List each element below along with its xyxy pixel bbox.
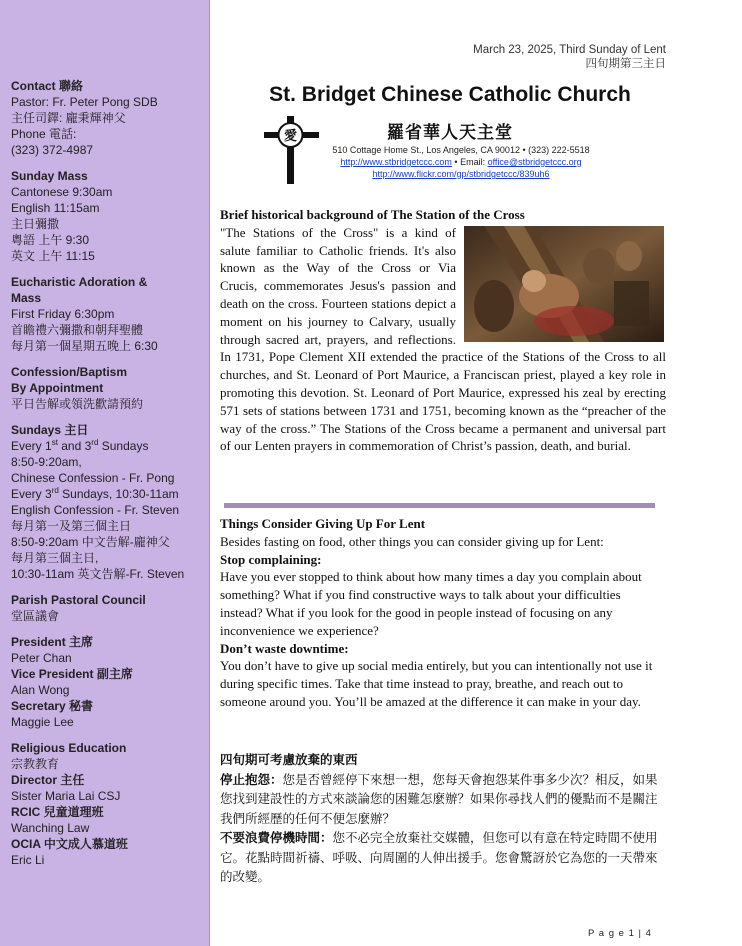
sidebar (0, 0, 210, 946)
ocia-name: Eric Li (11, 853, 45, 867)
contact-section (11, 78, 201, 158)
mass-cn-heading: 主日彌撒 (11, 217, 60, 231)
sundays-line-6: 每月第一及第三個主日 (11, 519, 132, 533)
downtime-body: You don’t have to give up social media entirely, but you can intentionally not use it during specific times. Take that time instead to pray, breathe, and reach out to someone around you. You’ll be amazed at the difference it can make in your day. (220, 658, 653, 709)
council-heading: Parish Pastoral Council (11, 593, 146, 607)
date-chinese: 四旬期第三主日 (585, 58, 666, 70)
pastor: Pastor: Fr. Peter Pong SDB (11, 95, 158, 109)
date-english: March 23, 2025, Third Sunday of Lent (473, 44, 666, 56)
lent-title-cn: 四旬期可考慮放棄的東西 (220, 752, 358, 767)
lent-giving-up-article (220, 515, 666, 711)
rcic-name: Wanching Law (11, 821, 90, 835)
email-label: • Email: (451, 157, 488, 167)
mass-cn-cantonese: 粵語 上午 9:30 (11, 233, 90, 247)
director-heading: Director 主任 (11, 773, 85, 787)
stations-title: Brief historical background of The Station of the Cross (220, 207, 525, 222)
sundays-heading: Sundays 主日 (11, 423, 89, 437)
vice-president-name: Alan Wong (11, 683, 70, 697)
council-cn: 堂區議會 (11, 609, 60, 623)
downtime-body-cn: 您不必完全放棄社交媒體，但您可以有意在特定時間不使用它。花點時間祈禱、呼吸、向周圍的人伸出援手。您會驚訝於它為您的一天帶來的改變。 (220, 830, 658, 884)
stations-body: "The Stations of the Cross" is a kind of salute familiar to Catholic friends. It's also known as the Way of the Cross or Via Crucis, commemorates Jesus's passion and death on the cross. Fourteen stations depict a moment on his journey to Calvary, usually through sacred art, prayers, and reflections. In 1731, Pope Clement XII extended the practice of the Stations of the Cross to all churches, and St. Leonard of Port Maurice, a Franciscan priest, played a key role in promoting this devotion. St. Leonard of Port Maurice, expressed his zeal by erecting 571 sets of stations between 1731 and 1751, becoming known as the “preacher of the way of the cross.” The Stations of the Cross became a permanent and universal part of our Lenten prayers in commemoration of Christ’s passion, death, and burial. (220, 224, 666, 454)
confession-heading-2: By Appointment (11, 381, 104, 395)
president-name: Peter Chan (11, 651, 72, 665)
council-section (11, 592, 201, 624)
church-name: St. Bridget Chinese Catholic Church (269, 83, 631, 106)
stations-article (220, 206, 666, 455)
phone-number: (323) 372-4987 (11, 143, 94, 157)
page-number: P a g e 1 | 4 (588, 928, 652, 939)
email-link[interactable]: office@stbridgetccc.org (487, 157, 582, 167)
adoration-heading-2: Mass (11, 291, 42, 305)
president-heading: President 主席 (11, 635, 94, 649)
stations-painting-image (464, 226, 664, 342)
adoration-cn-2: 每月第一個星期五晚上 6:30 (11, 339, 158, 353)
contact-heading: Contact 聯絡 (11, 79, 84, 93)
sundays-line-4: Every 3rd Sundays, 10:30-11am (11, 486, 179, 501)
religious-ed-heading: Religious Education (11, 741, 127, 755)
rcic-heading: RCIC 兒童道理班 (11, 805, 104, 819)
sundays-line-8: 每月第三個主日, (11, 551, 99, 565)
lent-title: Things Consider Giving Up For Lent (220, 516, 426, 531)
lent-article-chinese (220, 750, 666, 887)
secretary-name: Maggie Lee (11, 715, 74, 729)
sundays-line-5: English Confession - Fr. Steven (11, 503, 180, 517)
svg-text:愛: 愛 (283, 129, 298, 144)
lent-intro: Besides fasting on food, other things you can consider giving up for Lent: (220, 533, 604, 549)
religious-ed-section (11, 740, 201, 868)
downtime-heading: Don’t waste downtime: (220, 640, 349, 656)
officers-section (11, 634, 201, 730)
stop-complaining-cn (220, 770, 666, 829)
section-divider (224, 503, 655, 508)
sundays-line-3: Chinese Confession - Fr. Pong (11, 471, 175, 485)
downtime-cn (220, 828, 666, 887)
stop-complaining-heading: Stop complaining: (220, 551, 322, 567)
bulletin-date (473, 43, 666, 71)
sundays-line-9: 10:30-11am 英文告解-Fr. Steven (11, 567, 185, 581)
director-name: Sister Maria Lai CSJ (11, 789, 121, 803)
flickr-link[interactable]: http://www.flickr.com/gp/stbridgetccc/839uh6 (372, 169, 550, 179)
sundays-line-2: 8:50-9:20am, (11, 455, 82, 469)
downtime-heading-cn: 不要浪費停機時間： (220, 830, 333, 845)
phone-label: Phone 電話: (11, 127, 77, 141)
pastor-cn: 主任司鐸: 龐秉輝神父 (11, 111, 126, 125)
confession-cn: 平日告解或領洗歡請預約 (11, 397, 144, 411)
ocia-heading: OCIA 中文成人慕道班 (11, 837, 128, 851)
adoration-section (11, 274, 201, 354)
mass-cantonese: Cantonese 9:30am (11, 185, 113, 199)
adoration-cn-1: 首瞻禮六彌撒和朝拜聖體 (11, 323, 144, 337)
vice-president-heading: Vice President 副主席 (11, 667, 133, 681)
web-email-line (316, 156, 606, 168)
confession-heading-1: Confession/Baptism (11, 365, 128, 379)
church-address: 510 Cottage Home St., Los Angeles, CA 90012 • (323) 222-5518 (332, 145, 590, 155)
adoration-time: First Friday 6:30pm (11, 307, 115, 321)
secretary-heading: Secretary 秘書 (11, 699, 94, 713)
stop-complaining-body: Have you ever stopped to think about how many times a day you complain about something? What if you find constructive ways to talk about your difficulties instead? What if you look for the good in people instead of focusing on any inconvenience we experience? (220, 569, 642, 638)
sunday-mass-section (11, 168, 201, 264)
church-cross-logo-icon (262, 114, 322, 186)
adoration-heading-1: Eucharistic Adoration & (11, 275, 148, 289)
contact-block (316, 144, 606, 180)
church-name-chinese: 羅省華人天主堂 (387, 123, 513, 143)
religious-ed-cn: 宗教教育 (11, 757, 60, 771)
mass-english: English 11:15am (11, 201, 100, 215)
mass-cn-english: 英文 上午 11:15 (11, 249, 95, 263)
sundays-line-1: Every 1st and 3rd Sundays (11, 438, 149, 453)
stop-complaining-heading-cn: 停止抱怨： (220, 771, 283, 787)
sundays-line-7: 8:50-9:20am 中文告解-龐神父 (11, 535, 170, 549)
confession-section (11, 364, 201, 412)
website-link[interactable]: http://www.stbridgetccc.com (340, 157, 452, 167)
stop-complaining-body-cn: 您是否曾經停下來想一想，您每天會抱怨某件事多少次？相反，如果您找到建設性的方式來談論您的困難怎麼辦？如果你尋找人們的優點而不是關注我們所經歷的任何不便怎麼辦？ (220, 771, 658, 826)
sunday-mass-heading: Sunday Mass (11, 169, 88, 183)
sundays-section (11, 422, 201, 582)
